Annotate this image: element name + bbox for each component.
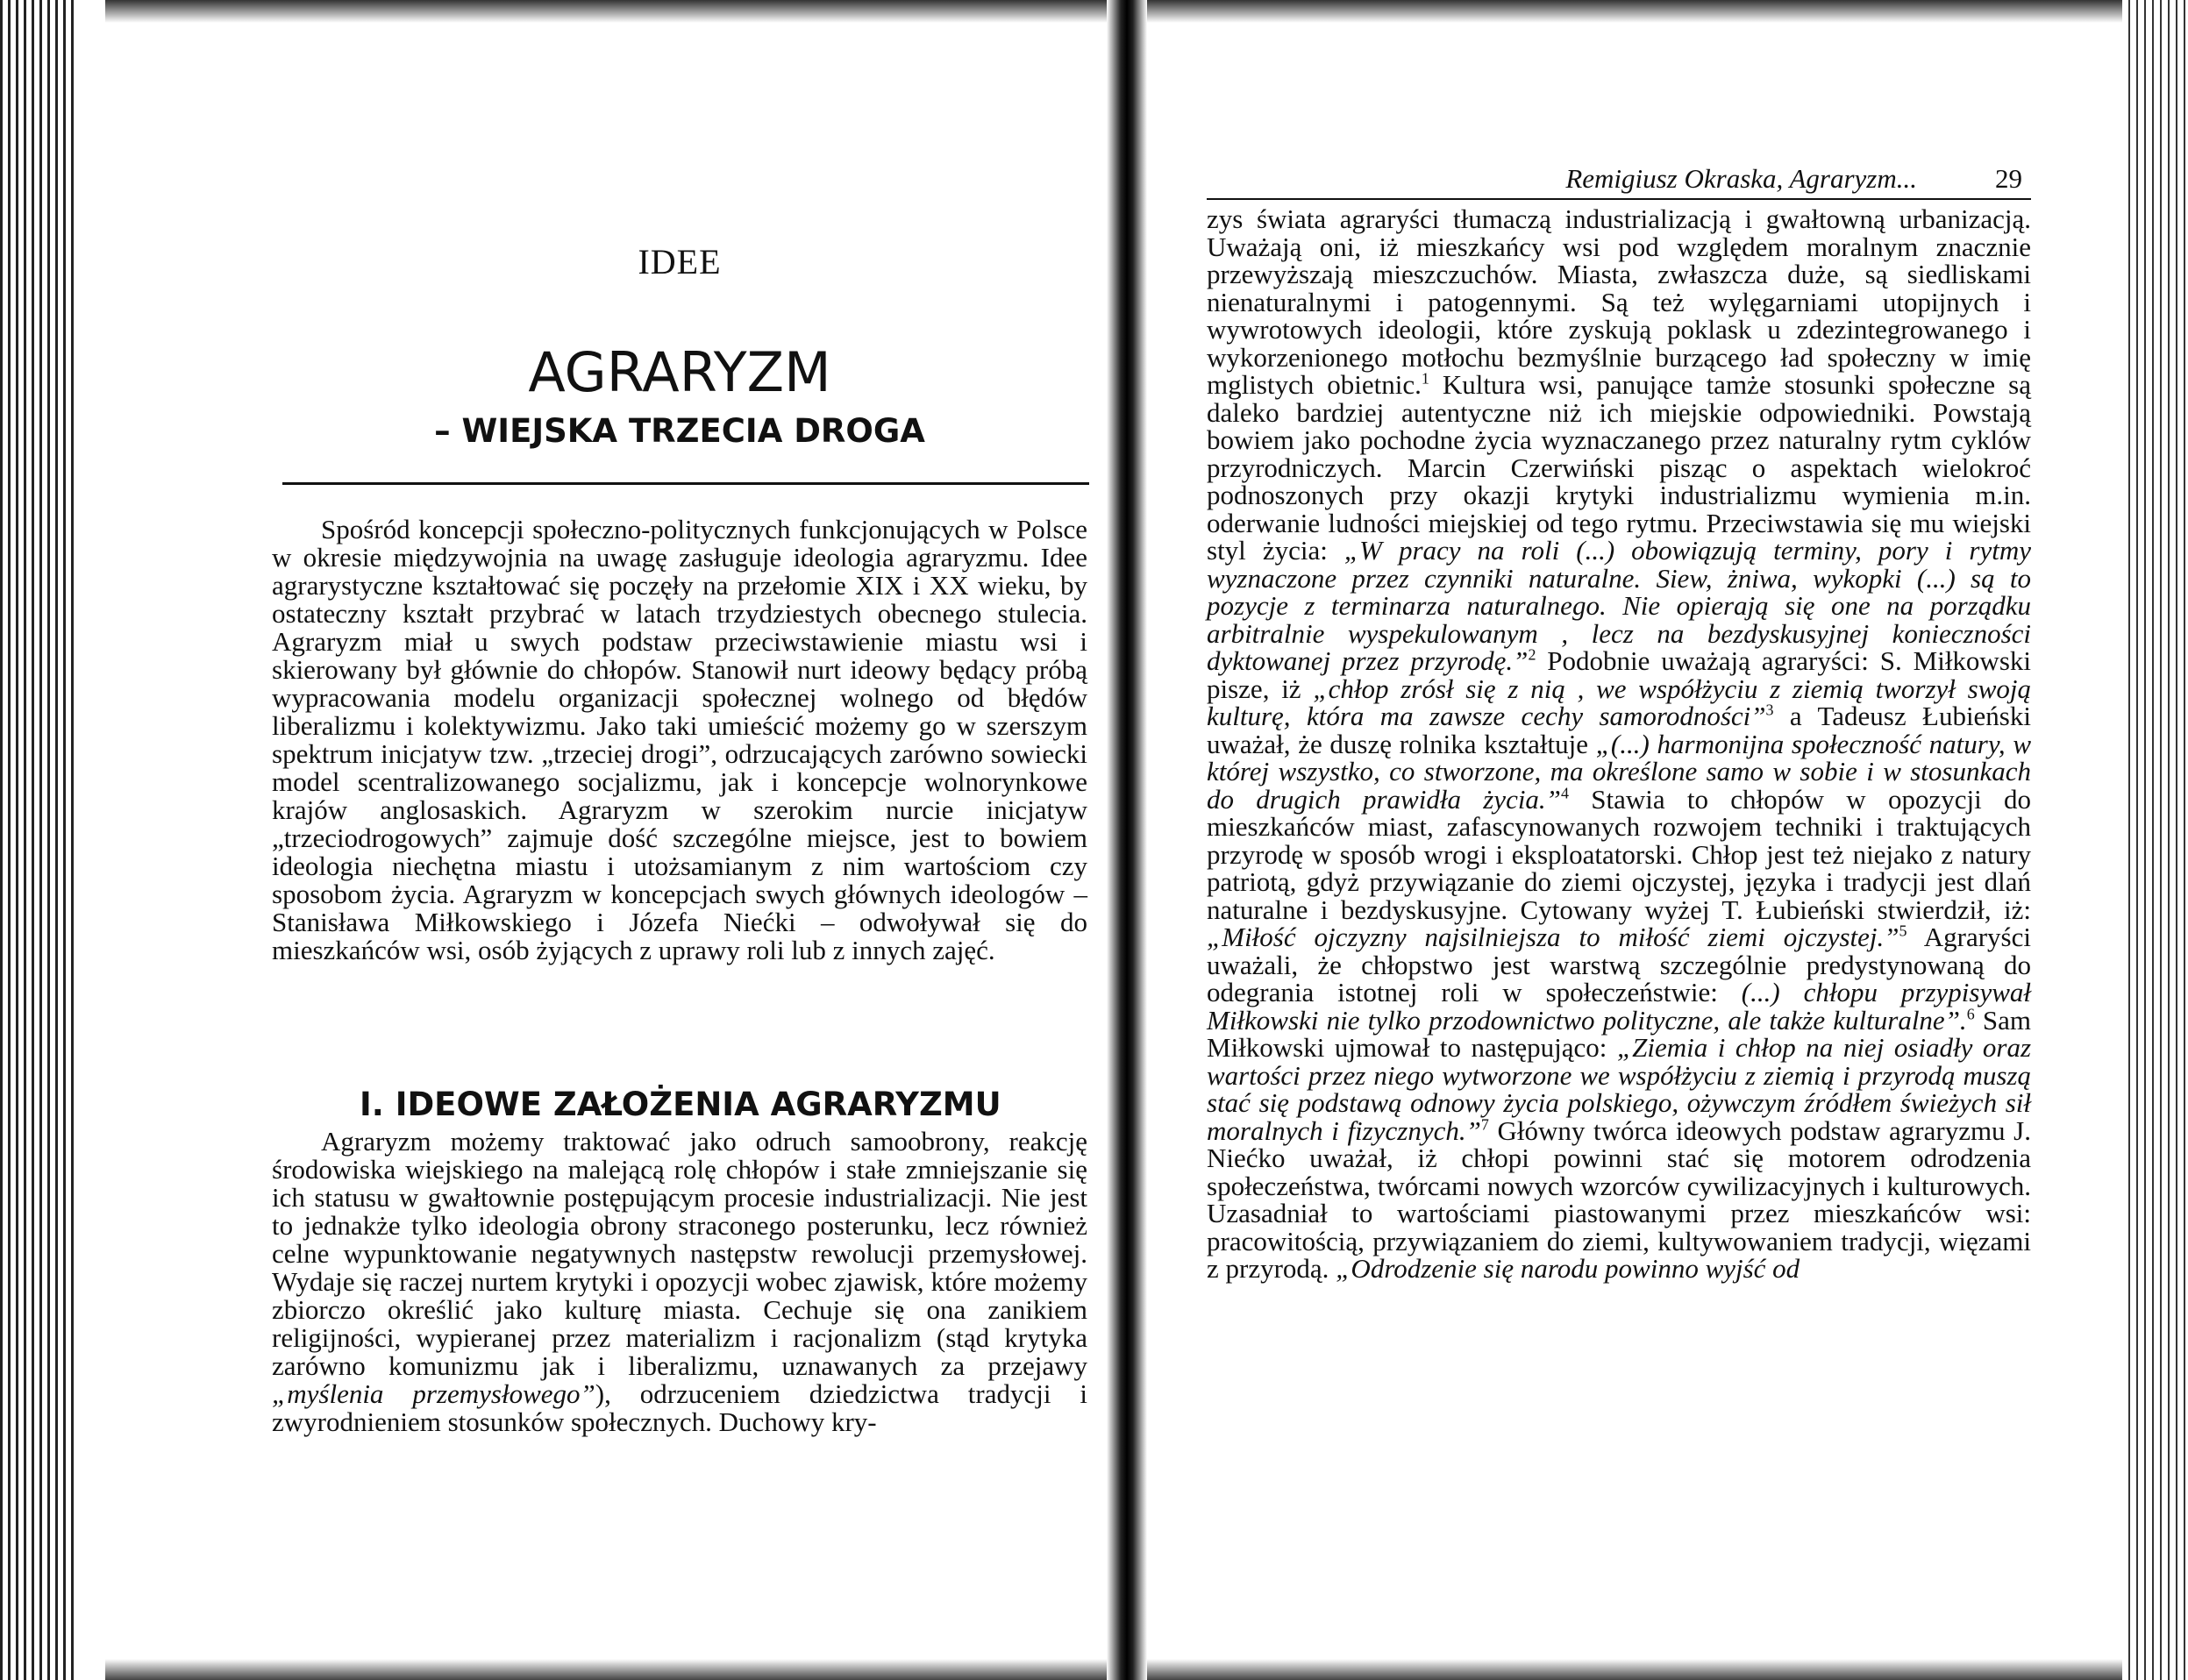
italic-quote: „(...) harmonijna społeczność natury, w której wszystko, co stworzone, ma określone samo w sobie i w stosunkach do drugich prawidła życia.” bbox=[1207, 728, 2031, 815]
italic-quote: „chłop zrósł się z nią , we współżyciu z ziemią tworzył swoją kulturę, która ma zawsze cechy samorodności” bbox=[1207, 673, 2031, 731]
book-page-edges bbox=[0, 0, 105, 1680]
italic-quote: „Ziemia i chłop na niej osiadły oraz wartości przez niego wytworzone we współżyciu z ziemią i przyrodą muszą stać się podstawą odnowy życia polskiego, ożywczym źródłem świeżych sił moralnych i fizycznych.” bbox=[1207, 1032, 2032, 1146]
body-italic-quote: „myślenia przemysłowego” bbox=[272, 1378, 595, 1409]
italic-quote: „Odrodzenie się narodu powinno wyjść od bbox=[1336, 1253, 1800, 1284]
footnote-ref: 3 bbox=[1765, 701, 1774, 719]
text-segment: Kultura wsi, panujące tamże stosunki społeczne są daleko bardziej autentyczne niż ich miejskie odpowiedniki. Powstają bowiem jako pochodne życia wyznaczanego przez naturalny rytm cyklów przyrodniczych. Marcin Czerwiński pisząc o aspektach wielokroć podnoszonych przy okazji krytyki industrializmu wymienia m.in. oderwanie ludności miejskiej od tego rytmu. Przeciwstawia się mu wiejski styl życia: bbox=[1207, 369, 2031, 566]
footnote-ref: 4 bbox=[1560, 784, 1569, 802]
left-page bbox=[272, 0, 1087, 1680]
text-segment: Stawia to chłopów w opozycji do mieszkańców miast, zafascynowanych rozwojem techniki i traktujących przyrodę w sposób wrogi i eksploatatorski. Chłop jest też niejako z natury patriotą, gdyż przywiązanie do ziemi ojczystej, języka i tradycji jest dlań naturalne i bezdyskusyjne. Cytowany wyżej T. Łubieński stwierdził, iż: bbox=[1207, 783, 2031, 925]
text-segment: a Tadeusz Łubieński uważał, że duszę rolnika kształtuje bbox=[1207, 701, 2031, 759]
section-heading: I. IDEOWE ZAŁOŻENIA AGRARYZMU bbox=[360, 1086, 1001, 1123]
right-body-paragraph bbox=[1207, 205, 2031, 1283]
italic-quote: „Miłość ojczyzny najsilniejsza to miłość ziemi ojczystej.” bbox=[1207, 922, 1899, 952]
text-segment: zys świata agraryści tłumaczą industrializacją i gwałtowną urbanizacją. Uważają oni, iż mieszkańcy wsi pod względem moralnym znacznie przewyższają mieszczuchów. Miasta, zwłaszcza duże, są siedliskami nienaturalnymi i patogennymi. Są też wylęgarniami utopijnych i wywrotowych ideologii, które zyskują poklask u zdezintegrowanego i wykorzenionego motłochu bezmyślnie burzącego ład społeczny w imię mglistych obietnic. bbox=[1207, 203, 2031, 400]
footnote-ref: 5 bbox=[1899, 922, 1907, 940]
running-header bbox=[1207, 163, 2031, 198]
footnote-ref: 2 bbox=[1528, 645, 1536, 664]
page-number: 29 bbox=[1995, 163, 2022, 194]
text-segment: Główny twórca ideowych podstaw agraryzmu J. Niećko uważał, iż chłopi powinni stać się motorem odrodzenia społeczeństwa, twórcami nowych wzorców cywilizacyjnych i kulturowych. Uzasadniał to wartościami piastowanymi przez mieszkańców wsi: pracowitością, przywiązaniem do ziemi, kultywowaniem tradycji, więzami z przyrodą. bbox=[1207, 1114, 2031, 1284]
book-gutter bbox=[1107, 0, 1147, 1680]
body-paragraph bbox=[272, 1128, 1087, 1436]
section-label: IDEE bbox=[638, 242, 722, 281]
text-segment: Agraryści uważali, że chłopstwo jest warstwą szczególnie predystynowaną do odegrania istotnej roli w społeczeństwie: bbox=[1207, 922, 2031, 1007]
footnote-ref: 7 bbox=[1480, 1115, 1489, 1134]
italic-quote: „W pracy na roli (...) obowiązują terminy, pory i rytmy wyznaczone przez czynniki naturalne. Siew, żniwa, wykopki (...) są to pozycje z terminarza naturalnego. Nie opierają się one na porządku arbitralnie wyspekulowanym , lecz na bezdyskusyjnej konieczności dyktowanej przez przyrodę.” bbox=[1207, 535, 2032, 676]
title-divider bbox=[282, 482, 1089, 485]
body-text: Agraryzm możemy traktować jako odruch samoobrony, reakcję środowiska wiejskiego na malejącą rolę chłopów i stałe zmniejszanie się ich statusu w gwałtownie postępującym procesie industrializacji. Nie jest to jednakże tylko ideologia obrony straconego posterunku, lecz również celne wypunktowanie negatywnych następstw rewolucji przemysłowej. Wydaje się raczej nurtem krytyki i opozycji wobec zjawisk, które możemy zbiorczo określić jako kulturę miasta. Cechuje się ona zanikiem religijności, wypieranej przez materializm i racjonalizm (stąd krytyka zarówno komunizmu jak i liberalizmu, uznawanych za przejawy bbox=[272, 1126, 1087, 1381]
italic-quote: (...) chłopu przypisywał Miłkowski nie tylko przodownictwo polityczne, ale także kulturalne”. bbox=[1207, 977, 2031, 1036]
right-page bbox=[1207, 0, 2031, 1680]
article-title: AGRARYZM bbox=[528, 340, 831, 404]
article-subtitle: – WIEJSKA TRZECIA DROGA bbox=[434, 412, 925, 450]
intro-paragraph: Spośród koncepcji społeczno-politycznych funkcjonujących w Polsce w okresie międzywojnia na uwagę zasługuje ideologia agraryzmu. Idee agrarystyczne kształtować się poczęły na przełomie XIX i XX wieku, by ostateczny kształt przybrać w latach trzydziestych obecnego stulecia. Agraryzm miał u swych podstaw przeciwstawienie miastu wsi i skierowany był głównie do chłopów. Stanowił nurt ideowy będący próbą wypracowania modelu organizacji społecznej wolnego od błędów liberalizmu i kolektywizmu. Jako taki umieścić możemy go w szerszym spektrum inicjatyw tzw. „trzeciej drogi”, odrzucających zarówno sowiecki model scentralizowanego socjalizmu, jak i koncepcje wolnorynkowe krajów anglosaskich. Agraryzm w szerokim nurcie inicjatyw „trzeciodrogowych” zajmuje dość szczególne miejsce, jest to bowiem ideologia niechętna miastu i utożsamianym z nim wartościom czy sposobom życia. Agraryzm w koncepcjach swych głównych ideologów – Stanisława Miłkowskiego i Józefa Niećki – odwoływał się do mieszkańców wsi, osób żyjących z uprawy roli lub z innych zajęć. bbox=[272, 514, 1087, 965]
text-segment: Sam Miłkowski ujmował to następująco: bbox=[1207, 1004, 2031, 1063]
text-segment: Podobnie uważają agraryści: S. Miłkowski pisze, iż bbox=[1207, 645, 2031, 704]
header-rule bbox=[1207, 198, 2031, 200]
right-page-edges bbox=[2122, 0, 2188, 1680]
footnote-ref: 1 bbox=[1421, 369, 1429, 388]
footnote-ref: 6 bbox=[1966, 1005, 1975, 1023]
running-head-title: Remigiusz Okraska, Agraryzm... bbox=[1565, 163, 1917, 194]
body-text-end: ), odrzuceniem dziedzictwa tradycji i zwyrodnieniem stosunków społecznych. Duchowy kry- bbox=[272, 1378, 1087, 1437]
